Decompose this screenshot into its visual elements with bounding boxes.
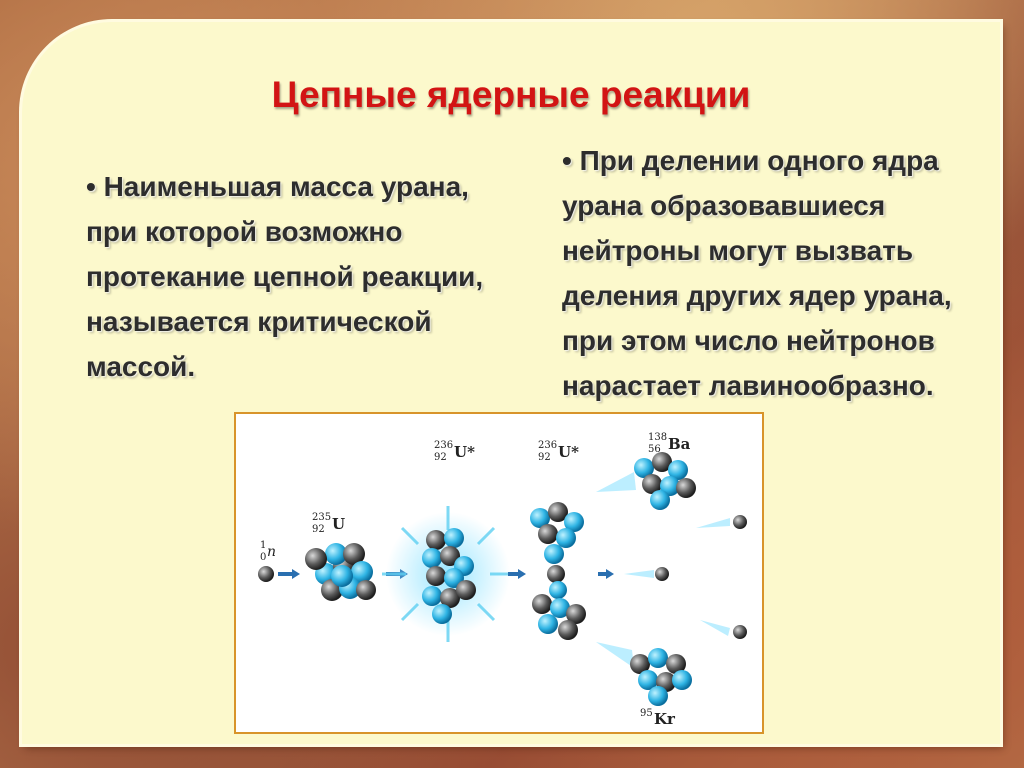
- u236a-symbol: U*: [454, 443, 475, 461]
- u236a-mass-label: 236: [434, 440, 454, 451]
- u236a-charge-label: 92: [434, 452, 447, 463]
- slide-title: Цепные ядерные реакции: [271, 74, 751, 115]
- splitting-nucleus: [530, 502, 586, 640]
- neutron-charge-label: 0: [260, 552, 267, 563]
- ba-symbol: Ba: [668, 435, 691, 453]
- u235-mass-label: 235: [312, 512, 332, 523]
- u236b-mass-label: 236: [538, 440, 558, 451]
- u236b-charge-label: 92: [538, 452, 551, 463]
- bullet-critical-mass: • Наименьшая масса урана, при которой возможно протекание цепной реакции, называется критической массой.: [86, 171, 484, 382]
- kr-mass-label: 95: [640, 708, 653, 719]
- u235-symbol: U: [332, 515, 346, 533]
- ba-charge-label: 56: [648, 444, 661, 455]
- fission-diagram: [234, 412, 764, 734]
- krypton-fragment: [596, 642, 692, 706]
- ba-mass-label: 138: [648, 432, 668, 443]
- barium-fragment: [596, 452, 696, 510]
- bullet-chain-reaction: • При делении одного ядра урана образовавшиеся нейтроны могут вызвать деления других ядер урана, при этом число нейтронов нарастает лавинообразно.: [562, 145, 952, 401]
- u236b-symbol: U*: [558, 443, 579, 461]
- incoming-neutron: [258, 540, 276, 582]
- u235-charge-label: 92: [312, 524, 325, 535]
- kr-symbol: Kr: [654, 710, 675, 728]
- uranium-235-nucleus: [305, 543, 376, 601]
- neutron-symbol: n: [267, 544, 277, 560]
- emitted-neutrons: [624, 515, 747, 639]
- excited-uranium-236: [382, 506, 514, 642]
- neutron-mass-label: 1: [260, 540, 267, 551]
- fission-illustration: [236, 414, 762, 732]
